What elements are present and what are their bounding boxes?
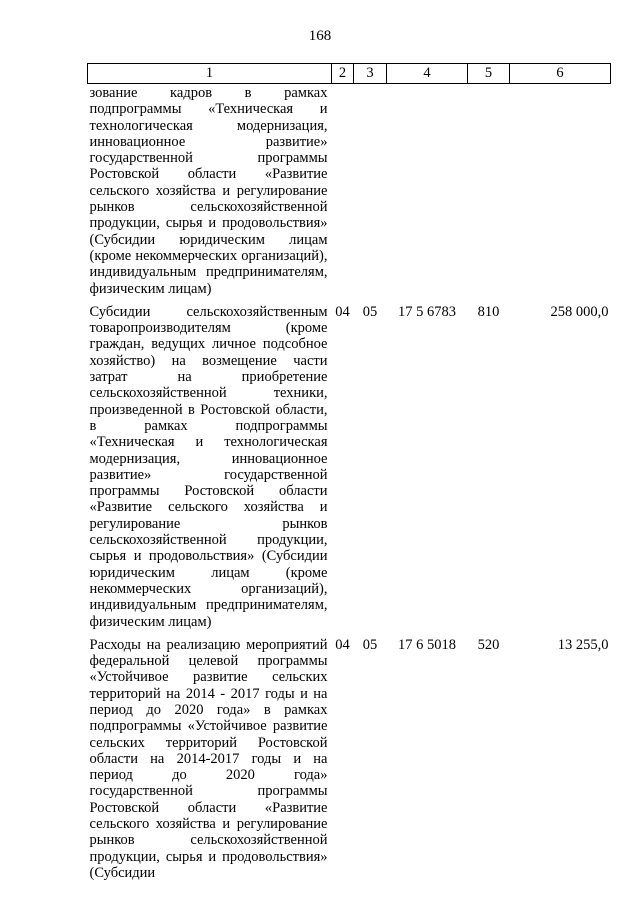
row-section	[332, 84, 354, 303]
column-header-2: 2	[332, 64, 354, 84]
column-header-1: 1	[88, 64, 332, 84]
column-header-4: 4	[387, 64, 468, 84]
budget-table	[87, 63, 611, 887]
row-subsection: 05	[362, 636, 378, 653]
row-section: 04	[335, 636, 350, 653]
row-description: Субсидии сельскохозяйственным товаропроизводителям (кроме граждан, ведущих личное подсобное хозяйство) на возмещение части затрат на приобретение сельскохозяйственной техники, произведенной в Ростовской области, в рамках подпрограммы «Техническая и технологическая модернизация, инновационное развитие» государственной программы Ростовской области «Развитие сельского хозяйства и регулирование рынков сельскохозяйственной продукции, сырья и продовольствия» (Субсидии юридическим лицам (кроме некоммерческих организаций), индивидуальным предпринимателям, физическим лицам)	[89, 303, 328, 630]
column-header-3: 3	[354, 64, 387, 84]
row-expense-type: 520	[477, 636, 500, 653]
row-subsection: 05	[362, 303, 378, 320]
row-subsection	[354, 84, 387, 303]
row-target-article	[387, 84, 468, 303]
row-target-article: 17 5 6783	[398, 303, 456, 320]
table-row	[88, 84, 611, 303]
row-expense-type	[468, 84, 510, 303]
header-row	[88, 64, 611, 84]
column-header-5: 5	[468, 64, 510, 84]
row-amount	[510, 84, 611, 303]
table-row	[88, 636, 611, 887]
column-header-6: 6	[510, 64, 611, 84]
row-amount: 258 000,0	[550, 303, 609, 320]
row-target-article: 17 6 5018	[398, 636, 456, 653]
row-amount: 13 255,0	[557, 636, 609, 653]
row-description: зование кадров в рамках подпрограммы «Техническая и технологическая модернизация, инновационное развитие» государственной программы Ростовской области «Развитие сельского хозяйства и регулирование рынков сельскохозяйственной продукции, сырья и продовольствия» (Субсидии юридическим лицам (кроме некоммерческих организаций), индивидуальным предпринимателям, физическим лицам)	[89, 85, 328, 297]
table-row	[88, 303, 611, 636]
page-number: 168	[308, 28, 332, 44]
row-section: 04	[335, 303, 350, 320]
row-description: Расходы на реализацию мероприятий федеральной целевой программы «Устойчивое развитие сельских территорий на 2014 - 2017 годы и на период до 2020 года» в рамках подпрограммы «Устойчивое развитие сельских территорий Ростовской области на 2014-2017 годы и на период до 2020 года» государственной программы Ростовской области «Развитие сельского хозяйства и регулирование рынков сельскохозяйственной продукции, сырья и продовольствия» (Субсидии	[89, 636, 328, 881]
row-expense-type: 810	[477, 303, 500, 320]
